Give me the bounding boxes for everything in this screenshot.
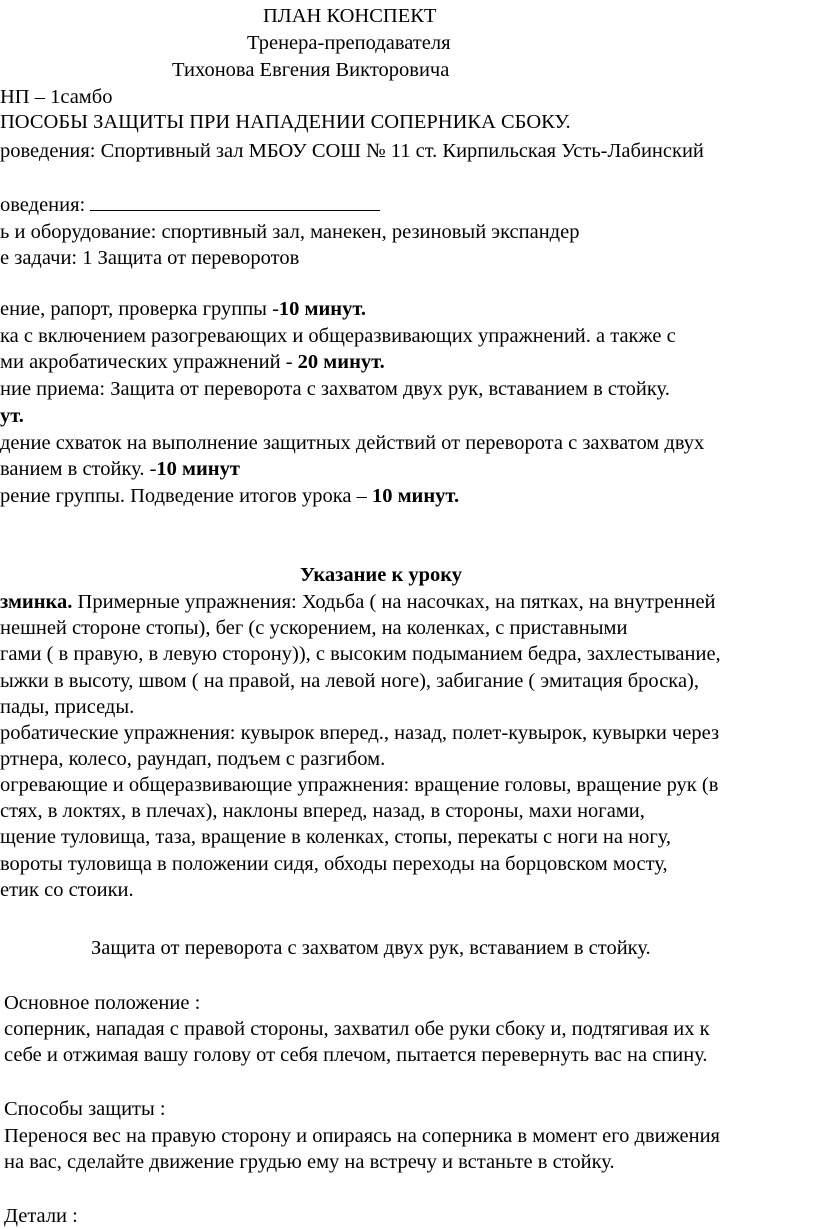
defense-text-1: Перенося вес на правую сторону и опираясь на соперника в момент его движения [4,1125,720,1147]
plan-item-5-text: рение группы. Подведение итогов урока – [0,485,372,507]
warmup-label: зминка. [0,591,73,613]
doc-subtitle: Тренера-преподавателя [247,32,451,54]
plan-item-2-cont [0,350,385,375]
warmup-text: Примерные упражнения: Ходьба ( на насочках, на пятках, на внутренней [72,591,716,613]
date-line [0,192,380,218]
acro-line-2: ртнера, колесо, раундап, подъем с разгибом. [0,748,386,770]
exercise-line-4: вороты туловища в положении сидя, обходы переходы на борцовском мосту, [0,853,668,875]
position-label: Основное положение : [4,992,201,1014]
defense-label: Способы защиты : [4,1098,166,1120]
plan-item-4-cont [0,457,240,482]
equipment-line: ь и оборудование: спортивный зал, манекен, резиновый экспандер [0,221,580,243]
plan-item-3: ние приема: Защита от переворота с захватом двух рук, вставанием в стойку. [0,378,670,400]
position-text-2: себе и отжимая вашу голову от себя плечом, пытается перевернуть вас на спину. [4,1044,708,1066]
section-heading-text: Указание к уроку [300,564,463,586]
plan-item-2-text: ми акробатических упражнений - [0,351,298,373]
plan-item-3-time [0,404,24,429]
plan-item-4: дение схваток на выполнение защитных действий от переворота с захватом двух [0,432,705,454]
warmup-line-3: гами ( в правую, в левую сторону)), с высоким подыманием бедра, захлестывание, [0,643,721,665]
exercise-line-5: етик со стоики. [0,879,134,901]
place-line: роведения: Спортивный зал МБОУ СОШ № 11 ст. Кирпильская Усть-Лабинский [0,140,704,162]
technique-heading: Защита от переворота с захватом двух рук, вставанием в стойку. [91,937,651,959]
exercise-line-1: огревающие и общеразвивающие упражнения: вращение головы, вращение рук (в [0,774,719,796]
tasks-line: е задачи: 1 Защита от переворотов [0,247,300,269]
exercise-line-2: стях, в локтях, в плечах), наклоны вперед, назад, в стороны, махи ногами, [0,800,645,822]
group-line: НП – 1самбо [0,86,113,108]
exercise-line-3: щение туловища, таза, вращение в коленках, стопы, перекаты с ноги на ногу, [0,826,672,848]
plan-item-1-time: 10 минут. [278,298,367,320]
warmup-line-5: пады, приседы. [0,696,135,718]
doc-author: Тихонова Евгения Викторовича [172,59,450,81]
position-text-1: соперник, нападая с правой стороны, захватил обе руки сбоку и, подтягивая их к [4,1018,710,1040]
section-heading [300,563,462,588]
plan-item-1 [0,297,366,322]
topic-line: ПОСОБЫ ЗАЩИТЫ ПРИ НАПАДЕНИИ СОПЕРНИКА СБОКУ. [0,111,571,133]
plan-item-2: ка с включением разогревающих и общеразвивающих упражнений. а также с [0,325,676,347]
warmup-line-2: нешней стороне стопы), бег (с ускорением, на коленках, с приставными [0,617,628,639]
plan-item-4-time: 10 минут [156,458,240,480]
plan-item-3-time-text: ут. [0,405,24,427]
warmup-line-1 [0,590,716,615]
warmup-line-4: ыжки в высоту, швом ( на правой, на левой ноге), забигание ( эмитация броска), [0,670,699,692]
plan-item-4-text: ванием в стойку. - [0,458,157,480]
date-label: оведения: [0,194,86,216]
defense-text-2: на вас, сделайте движение грудью ему на встречу и встаньте в стойку. [4,1151,615,1173]
plan-item-5-time: 10 минут. [371,485,460,507]
details-label: Детали : [4,1205,78,1227]
doc-title: ПЛАН КОНСПЕКТ [263,5,437,27]
plan-item-1-text: ение, рапорт, проверка группы - [0,298,279,320]
date-blank [90,192,380,211]
plan-item-2-time: 20 минут. [297,351,385,373]
acro-line-1: робатические упражнения: кувырок вперед., назад, полет-кувырок, кувырки через [0,722,720,744]
plan-item-5 [0,484,459,509]
